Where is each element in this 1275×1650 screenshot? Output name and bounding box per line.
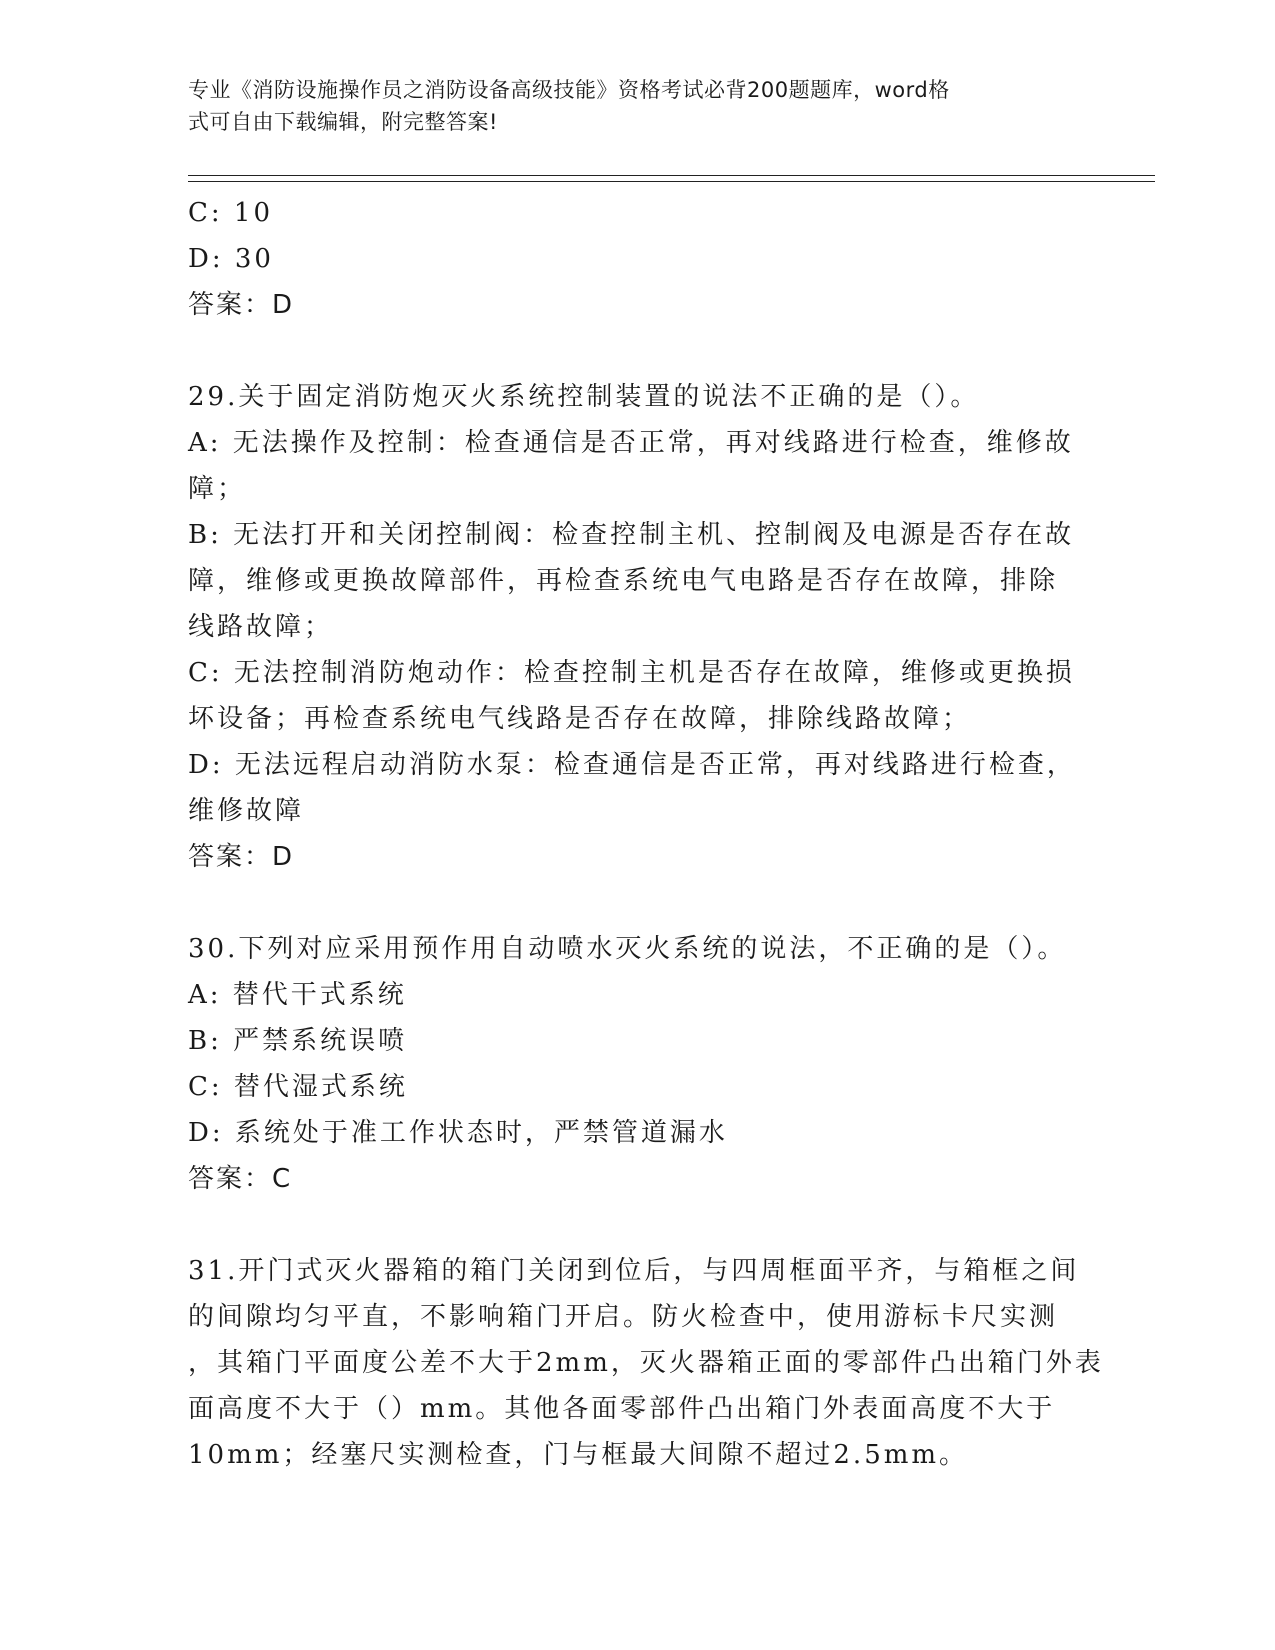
option-a: A: 替代干式系统	[188, 980, 407, 1010]
question-31	[188, 1248, 1104, 1478]
document-body	[188, 190, 1104, 1478]
option-c-line-1: C: 无法控制消防炮动作：检查控制主机是否存在故障，维修或更换损	[188, 658, 1075, 688]
spacer	[188, 880, 1088, 926]
question-line-1: 31.开门式灭火器箱的箱门关闭到位后，与四周框面平齐，与箱框之间	[188, 1256, 1080, 1286]
option-c: C: 10	[188, 198, 274, 228]
document-header	[188, 74, 1068, 138]
option-b-line-3: 线路故障；	[188, 612, 334, 642]
answer: 答案：D	[188, 842, 295, 872]
question-text: 29.关于固定消防炮灭火系统控制装置的说法不正确的是（）。	[188, 382, 980, 412]
header-rule-top	[188, 175, 1155, 176]
option-b: B: 严禁系统误喷	[188, 1026, 408, 1056]
question-line-2: 的间隙均匀平直，不影响箱门开启。防火检查中，使用游标卡尺实测	[188, 1302, 1059, 1332]
question-30	[188, 926, 1088, 1202]
option-b-line-2: 障，维修或更换故障部件，再检查系统电气电路是否存在故障，排除	[188, 566, 1059, 596]
header-line-2: 式可自由下载编辑，附完整答案!	[188, 110, 498, 134]
option-d-line-2: 维修故障	[188, 796, 305, 826]
answer: 答案：C	[188, 1164, 293, 1194]
question-line-3: ，其箱门平面度公差不大于2mm，灭火器箱正面的零部件凸出箱门外表	[188, 1348, 1104, 1378]
option-d-line-1: D: 无法远程启动消防水泵：检查通信是否正常，再对线路进行检查，	[188, 750, 1076, 780]
question-text: 30.下列对应采用预作用自动喷水灭火系统的说法，不正确的是（）。	[188, 934, 1067, 964]
spacer	[188, 328, 1088, 374]
header-line-1: 专业《消防设施操作员之消防设备高级技能》资格考试必背200题题库，word格	[188, 78, 950, 102]
question-line-4: 面高度不大于（）mm。其他各面零部件凸出箱门外表面高度不大于	[188, 1394, 1056, 1424]
option-d: D: 30	[188, 244, 274, 274]
option-b-line-1: B: 无法打开和关闭控制阀：检查控制主机、控制阀及电源是否存在故	[188, 520, 1075, 550]
question-29	[188, 374, 1088, 880]
spacer	[188, 1202, 1088, 1248]
answer: 答案：D	[188, 290, 295, 320]
option-a-line-2: 障；	[188, 474, 247, 504]
header-rule-bottom	[188, 181, 1155, 182]
option-c-line-2: 坏设备；再检查系统电气线路是否存在故障，排除线路故障；	[188, 704, 972, 734]
option-d: D: 系统处于准工作状态时，严禁管道漏水	[188, 1118, 728, 1148]
option-c: C: 替代湿式系统	[188, 1072, 408, 1102]
question-line-5: 10mm；经塞尺实测检查，门与框最大间隙不超过2.5mm。	[188, 1440, 969, 1470]
previous-question-tail	[188, 190, 1088, 328]
option-a-line-1: A: 无法操作及控制：检查通信是否正常，再对线路进行检查，维修故	[188, 428, 1074, 458]
